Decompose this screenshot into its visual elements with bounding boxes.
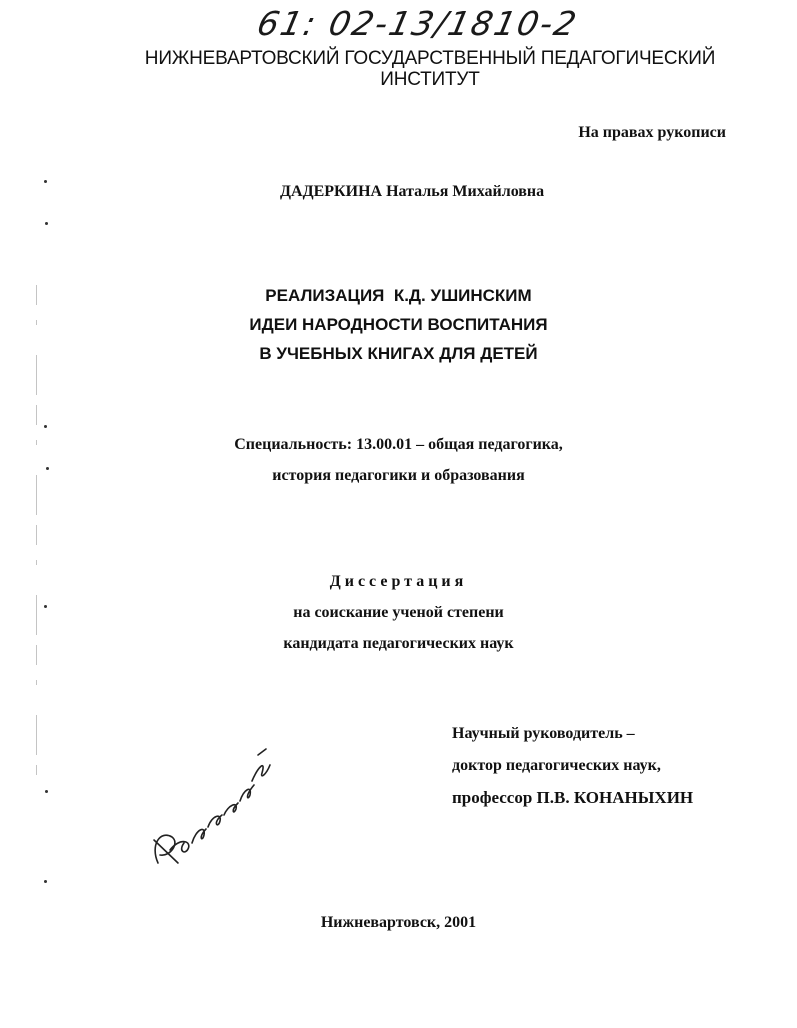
scan-margin-line xyxy=(36,40,37,1020)
title-line: РЕАЛИЗАЦИЯ К.Д. УШИНСКИМ xyxy=(265,286,532,305)
manuscript-number: 61: 02-13/1810-2 xyxy=(253,4,582,43)
institute-line: НИЖНЕВАРТОВСКИЙ ГОСУДАРСТВЕННЫЙ ПЕДАГОГИЧЕСКИЙ xyxy=(144,48,716,69)
degree-line: кандидата педагогических наук xyxy=(283,635,514,652)
scan-speck xyxy=(44,180,47,183)
institute-line: ИНСТИТУТ xyxy=(380,69,480,90)
dissertation-info xyxy=(0,566,797,659)
advisor-line: доктор педагогических наук, xyxy=(452,757,661,774)
advisor-line: Научный руководитель – xyxy=(452,725,635,742)
scan-speck xyxy=(45,222,48,225)
institute-heading xyxy=(120,48,740,90)
rights-note: На правах рукописи xyxy=(578,124,726,141)
specialty-line: Специальность: 13.00.01 – общая педагогика, xyxy=(234,436,563,453)
specialty xyxy=(0,429,797,491)
degree-line: на соискание ученой степени xyxy=(293,604,504,621)
city-year: Нижневартовск, 2001 xyxy=(320,914,477,931)
specialty-line: история педагогики и образования xyxy=(272,467,525,484)
author-name: ДАДЕРКИНА Наталья Михайловна xyxy=(280,183,545,200)
dissertation-title xyxy=(0,281,797,368)
scan-speck xyxy=(44,880,47,883)
title-line: В УЧЕБНЫХ КНИГАХ ДЛЯ ДЕТЕЙ xyxy=(259,344,538,363)
title-line: ИДЕИ НАРОДНОСТИ ВОСПИТАНИЯ xyxy=(249,315,548,334)
scientific-advisor xyxy=(452,718,693,814)
scan-speck xyxy=(45,790,48,793)
handwritten-signature xyxy=(140,745,280,875)
advisor-line: профессор П.В. КОНАНЫХИН xyxy=(452,788,694,807)
dissertation-word: Диссертация xyxy=(329,573,468,590)
scan-speck xyxy=(44,425,47,428)
